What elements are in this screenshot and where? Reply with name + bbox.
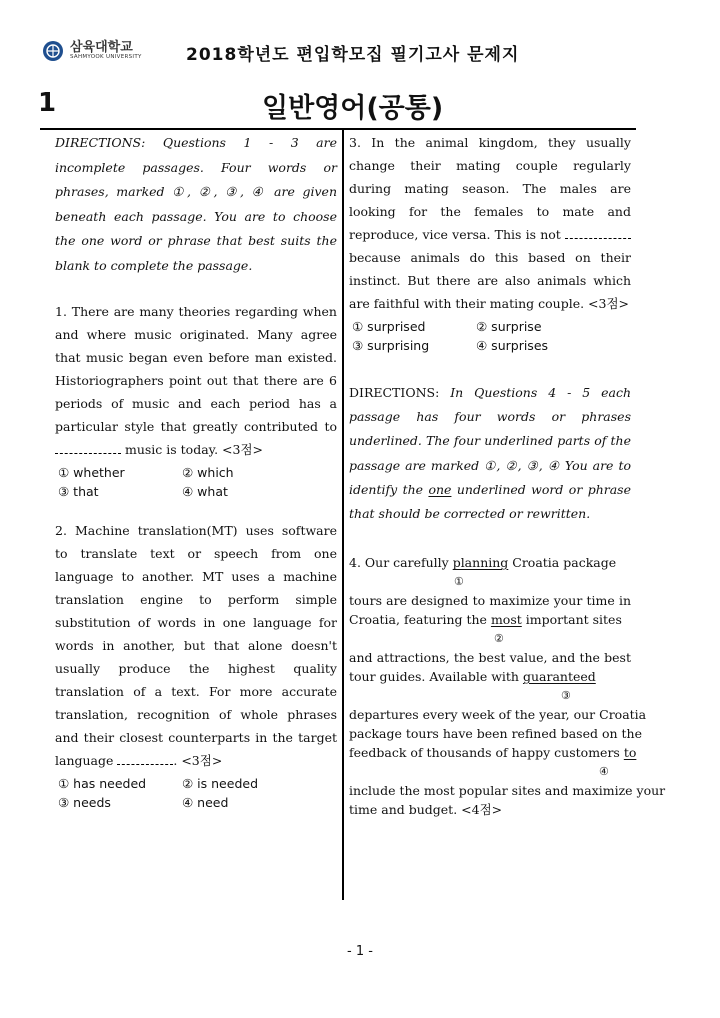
option: ④ need [182, 795, 229, 810]
question-2-text: 2. Machine translation(MT) uses software to translate text or speech from one language to another. MT uses a machine translation engine to perform simple substitution of words in one language for words in another, but that alone doesn't usually produce the highest quality translation of a text. For more accurate translation, recognition of whole phrases and their closest counterparts in the target language . <3점> [55, 523, 337, 768]
option: ① has needed [58, 776, 147, 791]
left-column [55, 131, 337, 812]
option: ② which [182, 465, 234, 480]
directions-1-3: DIRECTIONS: Questions 1 - 3 are incomplete passages. Four words or phrases, marked ①, ②, ③, ④ are given beneath each passage. You are to choose the one word or phrase that best suits the blank to complete the passage. [55, 135, 337, 273]
subject-title: 일반영어(공통) [262, 93, 444, 124]
option: ① whether [58, 465, 125, 480]
option: ② surprise [476, 319, 542, 334]
option: ④ what [182, 484, 228, 499]
option: ③ needs [58, 795, 111, 810]
underlined-option-4: to [623, 745, 637, 761]
university-logo [42, 40, 142, 62]
question-2 [55, 519, 337, 812]
university-emblem-icon [42, 40, 64, 62]
question-1-text: 1. There are many theories regarding when and where music originated. Many agree that music began even before man existed. Historiographers point out that there are 6 periods of music and each period has a particular style that greatly contributed to music is today. <3점> [55, 304, 337, 457]
marker-1: ① [454, 575, 464, 589]
option: ① surprised [352, 319, 426, 334]
column-divider [342, 130, 344, 900]
question-1-options [58, 463, 337, 501]
logo-subtitle: SAHMYOOK UNIVERSITY [70, 53, 142, 60]
header-rule [40, 128, 636, 130]
underlined-option-1: planning [452, 555, 509, 571]
marker-2: ② [494, 632, 504, 646]
marker-3: ③ [561, 689, 571, 703]
section-number: 1 [38, 88, 57, 118]
answer-blank [565, 229, 631, 239]
page-number: - 1 - [347, 944, 373, 959]
exam-title: 2018학년도 편입학모집 필기고사 문제지 [186, 45, 520, 65]
option: ④ surprises [476, 338, 549, 353]
option: ③ that [58, 484, 99, 499]
option: ③ surprising [352, 338, 430, 353]
question-2-options [58, 774, 337, 812]
directions-4-5: DIRECTIONS: In Questions 4 - 5 each passage has four words or phrases underlined. The four underlined parts of the passage are marked ①, ②, ③, ④ You are to identify the one underlined word or phrase that should be corrected or rewritten. [349, 385, 631, 522]
question-4: 4. Our carefully planning Croatia package ① tours are designed to maximize your time in Croatia, featuring the most important sites ② and attractions, the best value, and the best tour guides. Available with guaranteed ③ departures every week of the year, our Croatia package tours have been refined based on the feedback of thousands of happy customers to ④ include the most popular sites and maximize your time and budget. <4점> [349, 555, 666, 818]
question-3-text: 3. In the animal kingdom, they usually change their mating couple regularly during mating season. The males are looking for the females to mate and reproduce, vice versa. This is not because animals do this based on their instinct. But there are also animals which are faithful with their mating couple. <3점> [349, 135, 631, 311]
logo-name: 삼육대학교 [70, 40, 133, 56]
right-column [349, 131, 666, 819]
underlined-option-3: guaranteed [522, 669, 596, 685]
marker-4: ④ [599, 765, 609, 779]
underlined-option-2: most [490, 612, 522, 628]
question-3 [349, 131, 631, 355]
answer-blank [55, 444, 121, 454]
question-1 [55, 300, 337, 501]
option: ② is needed [182, 776, 259, 791]
answer-blank [117, 755, 173, 765]
question-3-options [352, 317, 631, 355]
